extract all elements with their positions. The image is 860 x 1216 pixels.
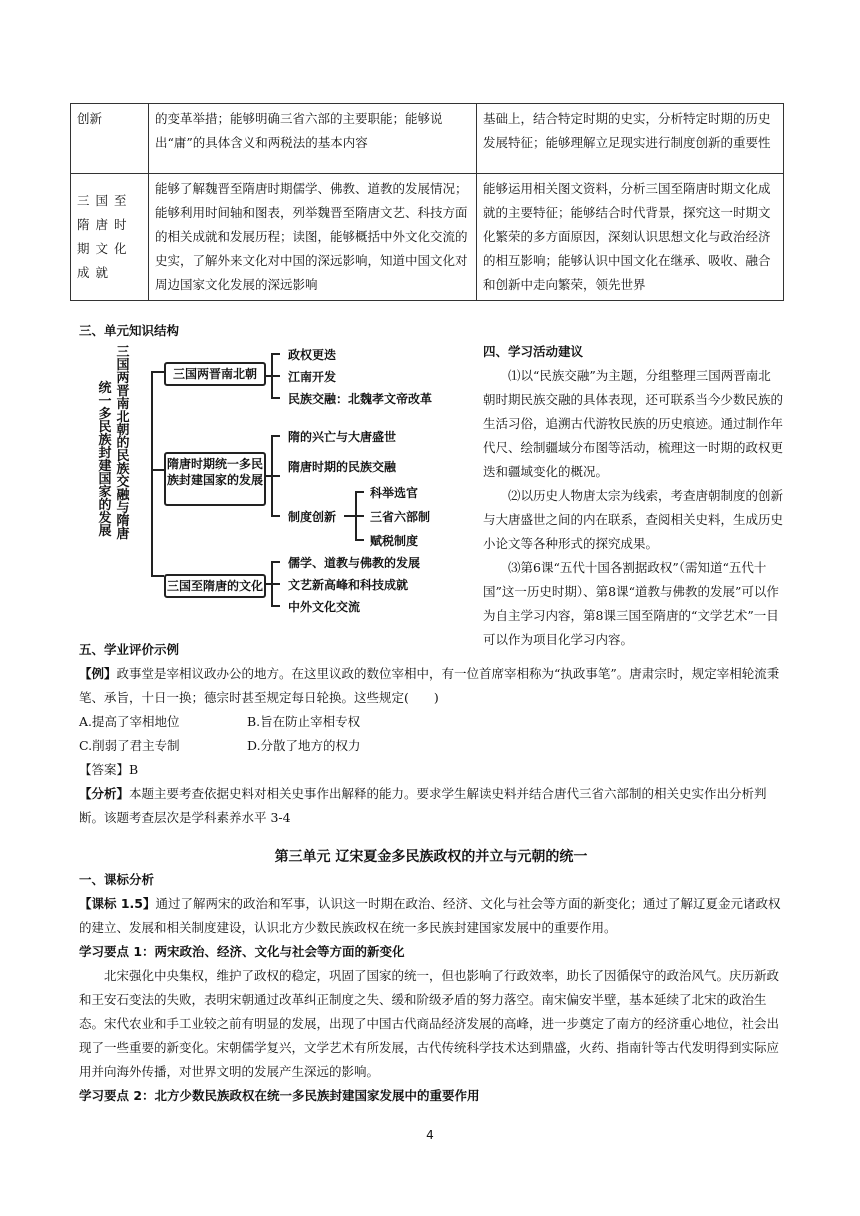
diagram-item: 文艺新高峰和科技成就	[288, 578, 409, 592]
standard-tag: 【课标 1.5】	[79, 896, 156, 911]
paragraph: 北宋强化中央集权，维护了政权的稳定，巩固了国家的统一，但也影响了行政效率，助长了因循保守的政治风气。庆历新政和王安石变法的失败，表明宋朝通过改革纠正制度之失、缓和阶级矛盾的努力落空。南宋偏安半壁，基本延续了北宋的政治生态。宋代农业和手工业较之前有明显的发展，出现了中国古代商品经济发展的高峰，进一步奠定了南方的经济重心地位，社会出现了一些重要的新变化。宋朝儒学复兴，文学艺术有所发展，古代传统科学技术达到鼎盛，火药、指南针等古代发明得到实际应用并向海外传播，对世界文明的发展产生深远的影响。	[79, 968, 780, 1079]
diagram-root-right: 三国两晋南北朝的民族交融与隋唐	[116, 345, 130, 542]
option-c: C.削弱了君主专制	[79, 738, 180, 753]
section-heading: 三、单元知识结构	[79, 323, 180, 338]
table-cell: 能够了解魏晋至隋唐时期儒学、佛教、道教的发展情况；能够利用时间轴和图表，列举魏晋至隋唐文艺、科技方面的相关成就和发展历程；读图，能够概括中外文化交流的史实，了解外来文化对中国的深远影响，知道中国文化对周边国家文化发展的深远影响	[149, 174, 477, 301]
section-heading: 一、课标分析	[79, 872, 155, 887]
example-text: 政事堂是宰相议政办公的地方。在这里议政的数位宰相中，有一位首席宰相称为“执政事笔”。唐肃宗时，规定宰相轮流秉笔、承旨，十日一换；德宗时甚至规定每日轮换。这些规定( )	[79, 666, 780, 705]
assessment-section	[79, 638, 783, 830]
section-heading: 四、学习活动建议	[483, 344, 584, 359]
diagram-branch-1: 三国两晋南北朝	[164, 362, 266, 386]
diagram-item: 儒学、道教与佛教的发展	[288, 556, 421, 570]
diagram-branch-3: 三国至隋唐的文化	[164, 574, 266, 598]
diagram-item: 制度创新	[288, 510, 337, 524]
diagram-item: 民族交融：北魏孝文帝改革	[288, 392, 433, 406]
table-cell: 基础上，结合特定时期的史实，分析特定时期的历史发展特征；能够理解立足现实进行制度创新的重要性	[477, 104, 784, 174]
analysis-tag: 【分析】	[79, 786, 130, 801]
curriculum-standard	[79, 892, 783, 940]
options-row	[79, 734, 783, 758]
table-row	[71, 174, 784, 301]
diagram-branch-2: 隋唐时期统一多民族封建国家的发展	[164, 452, 266, 506]
option-a: A.提高了宰相地位	[79, 714, 180, 729]
option-b: B.旨在防止宰相专权	[247, 714, 361, 729]
option-d: D.分散了地方的权力	[247, 738, 361, 753]
table-cell: 三国至隋唐时期文化成就	[71, 174, 149, 301]
diagram-item: 中外文化交流	[288, 600, 361, 614]
page-number: 4	[426, 1128, 434, 1142]
learning-activity-section	[483, 340, 783, 652]
unit-3-content	[79, 868, 783, 1108]
knowledge-structure-diagram	[92, 340, 472, 622]
study-point-heading: 学习要点 1：两宋政治、经济、文化与社会等方面的新变化	[79, 944, 405, 959]
standard-text: 通过了解两宋的政治和军事，认识这一时期在政治、经济、文化与社会等方面的新变化；通过了解辽夏金元诸政权的建立、发展和相关制度建设，认识北方少数民族政权在统一多民族封建国家发展中的重要作用。	[79, 896, 781, 935]
diagram-item: 江南开发	[288, 370, 337, 384]
diagram-item: 政权更迭	[288, 348, 337, 362]
section-heading: 五、学业评价示例	[79, 642, 180, 657]
curriculum-table	[70, 103, 784, 301]
table-cell: 创新	[71, 104, 149, 174]
diagram-subitem: 三省六部制	[370, 510, 431, 524]
paragraph: ⑶第6课“五代十国各割据政权”（需知道“五代十国”这一历史时期）、第8课“道教与佛教的发展”可以作为自主学习内容，第8课三国至隋唐的“文学艺术”一目可以作为项目化学习内容。	[483, 560, 779, 647]
table-cell: 的变革举措；能够明确三省六部的主要职能；能够说出“庸”的具体含义和两税法的基本内容	[149, 104, 477, 174]
diagram-lines	[92, 340, 472, 622]
unit-title: 第三单元 辽宋夏金多民族政权的并立与元朝的统一	[274, 849, 588, 865]
analysis	[79, 782, 783, 830]
paragraph: ⑵以历史人物唐太宗为线索，考查唐朝制度的创新与大唐盛世之间的内在联系，查阅相关史料，生成历史小论文等各种形式的探究成果。	[483, 488, 784, 551]
diagram-item: 隋唐时期的民族交融	[288, 460, 397, 474]
diagram-item: 隋的兴亡与大唐盛世	[288, 430, 397, 444]
paragraph: ⑴以“民族交融”为主题，分组整理三国两晋南北朝时期民族交融的具体表现，还可联系当今少数民族的生活习俗，追溯古代游牧民族的历史痕迹。通过制作年代尺、绘制疆域分布图等活动，梳理这一时期的政权更迭和疆域变化的概况。	[483, 368, 784, 479]
analysis-text: 本题主要考查依据史料对相关史事作出解释的能力。要求学生解读史料并结合唐代三省六部制的相关史实作出分析判断。该题考查层次是学科素养水平 3-4	[79, 786, 767, 825]
diagram-subitem: 赋税制度	[370, 534, 419, 548]
study-point-heading: 学习要点 2：北方少数民族政权在统一多民族封建国家发展中的重要作用	[79, 1088, 480, 1103]
example-question	[79, 662, 783, 710]
table-row	[71, 104, 784, 174]
diagram-subitem: 科举选官	[370, 486, 419, 500]
example-tag: 【例】	[79, 666, 117, 681]
table-cell: 能够运用相关图文资料，分析三国至隋唐时期文化成就的主要特征；能够结合时代背景，探究这一时期文化繁荣的多方面原因，深刻认识思想文化与政治经济的相互影响；能够认识中国文化在继承、吸收、融合和创新中走向繁荣，领先世界	[477, 174, 784, 301]
answer: 【答案】B	[79, 762, 139, 777]
diagram-root-left: 统一多民族封建国家的发展	[98, 381, 112, 539]
options-row	[79, 710, 783, 734]
